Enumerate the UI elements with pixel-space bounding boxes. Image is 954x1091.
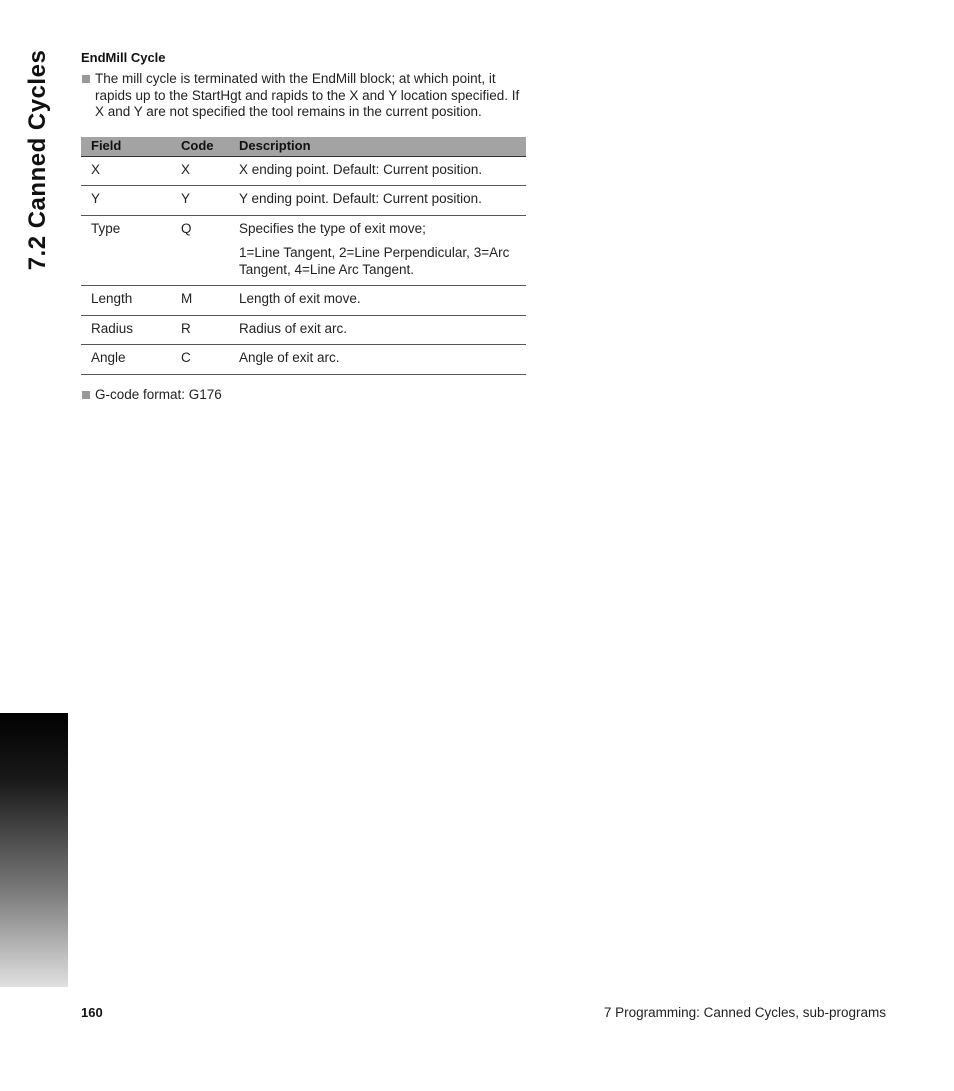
main-content xyxy=(81,50,526,403)
cell-description xyxy=(229,215,526,286)
table-header-row xyxy=(81,137,526,157)
cell-description: Radius of exit arc. xyxy=(229,315,526,345)
page-number: 160 xyxy=(81,1005,103,1020)
table-row xyxy=(81,345,526,375)
table-row xyxy=(81,156,526,186)
cell-code: X xyxy=(171,156,229,186)
cell-code: Q xyxy=(171,215,229,286)
header-field: Field xyxy=(81,137,171,157)
side-tab xyxy=(0,0,68,1091)
field-table xyxy=(81,137,526,375)
square-bullet-icon xyxy=(82,75,90,83)
cell-code: M xyxy=(171,286,229,316)
cell-description: Angle of exit arc. xyxy=(229,345,526,375)
cell-code: C xyxy=(171,345,229,375)
cell-description-extra: 1=Line Tangent, 2=Line Perpendicular, 3=Arc Tangent, 4=Line Arc Tangent. xyxy=(239,245,510,277)
cell-field: Type xyxy=(81,215,171,286)
table-row xyxy=(81,186,526,216)
cell-description: Y ending point. Default: Current position. xyxy=(229,186,526,216)
intro-bullet xyxy=(81,71,526,121)
header-code: Code xyxy=(171,137,229,157)
section-title: EndMill Cycle xyxy=(81,50,166,65)
side-gradient-bar xyxy=(0,713,68,987)
cell-field: X xyxy=(81,156,171,186)
cell-field: Angle xyxy=(81,345,171,375)
table-row xyxy=(81,315,526,345)
header-description: Description xyxy=(229,137,526,157)
gcode-bullet xyxy=(81,387,526,404)
side-tab-title: 7.2 Canned Cycles xyxy=(24,49,51,271)
cell-field: Y xyxy=(81,186,171,216)
cell-field: Radius xyxy=(81,315,171,345)
table-row xyxy=(81,286,526,316)
cell-description: X ending point. Default: Current position. xyxy=(229,156,526,186)
gcode-bullet-text: G-code format: G176 xyxy=(95,386,222,402)
cell-description-line: Specifies the type of exit move; xyxy=(239,220,426,236)
square-bullet-icon xyxy=(82,391,90,399)
cell-description: Length of exit move. xyxy=(229,286,526,316)
chapter-footer: 7 Programming: Canned Cycles, sub-programs xyxy=(603,1005,886,1020)
cell-code: R xyxy=(171,315,229,345)
table-row xyxy=(81,215,526,286)
cell-code: Y xyxy=(171,186,229,216)
intro-bullet-text: The mill cycle is terminated with the EndMill block; at which point, it rapids up to the StartHgt and rapids to the X and Y location specified. If X and Y are not specified the tool remains in the current position. xyxy=(95,71,520,119)
cell-field: Length xyxy=(81,286,171,316)
